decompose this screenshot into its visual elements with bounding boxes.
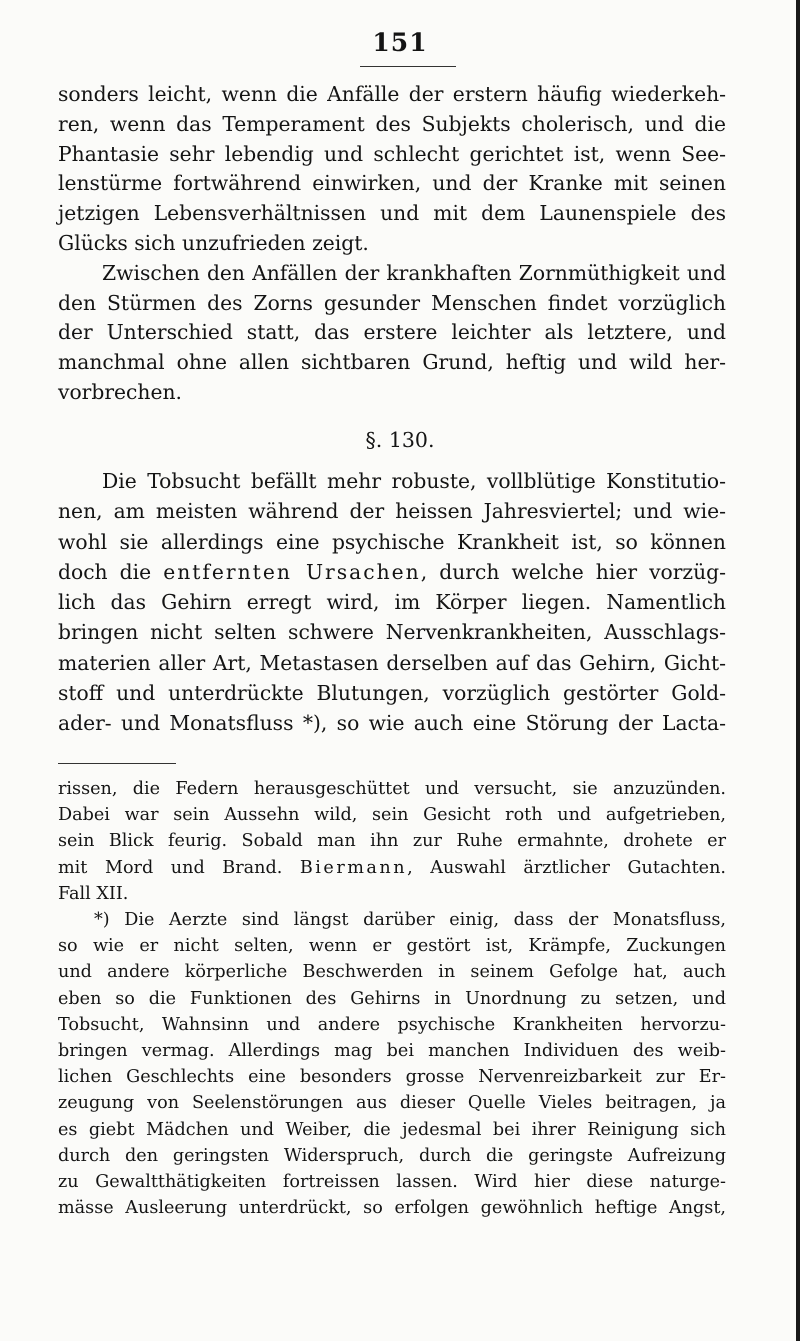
footnote-line: und andere körperliche Beschwerden in seinem Gefolge hat, auch: [58, 962, 726, 983]
text-line: ren, wenn das Temperament des Subjekts cholerisch, und die: [58, 111, 726, 136]
text-line: ader- und Monatsfluss *), so wie auch eine Störung der Lacta-: [58, 711, 726, 736]
text-run: mit Mord und Brand.: [58, 857, 300, 878]
footnote-line: sein Blick feurig. Sobald man ihn zur Ruhe ermahnte, drohete er: [58, 831, 726, 852]
footnote-rule: [58, 763, 176, 764]
text-line: materien aller Art, Metastasen derselben auf das Gehirn, Gicht-: [58, 650, 726, 675]
footnote-line: bringen vermag. Allerdings mag bei manchen Individuen des weib-: [58, 1041, 726, 1062]
footnote-line: zu Gewaltthätigkeiten fortreissen lassen. Wird hier diese naturge-: [58, 1172, 726, 1193]
footnote-start-line: *) Die Aerzte sind längst darüber einig, dass der Monatsfluss,: [94, 910, 726, 931]
text-line: jetzigen Lebensverhältnissen und mit dem Launenspiele des: [58, 201, 726, 226]
footnote-line: durch den geringsten Widerspruch, durch die geringste Aufreizung: [58, 1145, 726, 1166]
text-line: wohl sie allerdings eine psychische Krankheit ist, so können: [58, 529, 726, 554]
paragraph-start-line: Zwischen den Anfällen der krankhaften Zornmüthigkeit und: [102, 260, 726, 285]
text-line: stoff und unterdrückte Blutungen, vorzüglich gestörter Gold-: [58, 681, 726, 706]
footnote-line: zeugung von Seelenstörungen aus dieser Quelle Vieles beitragen, ja: [58, 1093, 726, 1114]
page-number: 151: [372, 28, 428, 57]
footnote-line: rissen, die Federn herausgeschüttet und versucht, sie anzuzünden.: [58, 779, 726, 799]
footnote-line: mässe Ausleerung unterdrückt, so erfolgen gewöhnlich heftige Angst,: [58, 1198, 726, 1219]
text-line: sonders leicht, wenn die Anfälle der erstern häufig wiederkeh-: [58, 82, 726, 106]
spaced-emphasis: entfernten Ursachen: [163, 559, 421, 584]
footnote-line: Dabei war sein Aussehn wild, sein Gesicht roth und aufgetrieben,: [58, 805, 726, 826]
text-run: , durch welche hier vorzüg-: [420, 559, 727, 584]
page-edge-shadow: [796, 0, 800, 1341]
text-line: den Stürmen des Zorns gesunder Menschen findet vorzüglich: [58, 290, 726, 315]
text-line: lenstürme fortwährend einwirken, und der Kranke mit seinen: [58, 171, 726, 196]
text-line-with-spaced-emphasis: [58, 557, 726, 587]
text-line: lich das Gehirn erregt wird, im Körper liegen. Namentlich: [58, 590, 726, 615]
footnote-line-with-spaced-emphasis: [58, 855, 726, 881]
footnote-line: Fall XII.: [58, 883, 129, 904]
text-run: , Auswahl ärztlicher Gutachten.: [407, 857, 726, 878]
paragraph-start-line: Die Tobsucht befällt mehr robuste, vollblütige Konstitutio-: [102, 469, 726, 493]
footnote-line: Tobsucht, Wahnsinn und andere psychische Krankheiten hervorzu-: [58, 1014, 726, 1035]
text-line: vorbrechen.: [58, 379, 182, 404]
main-text-block: [58, 80, 726, 408]
text-line: Glücks sich unzufrieden zeigt.: [58, 230, 369, 255]
footnote-line: es giebt Mädchen und Weiber, die jedesmal bei ihrer Reinigung sich: [58, 1119, 726, 1140]
text-line: der Unterschied statt, das erstere leichter als letztere, und: [58, 320, 726, 345]
text-run: doch die: [58, 559, 164, 584]
footnote-line: eben so die Funktionen des Gehirns in Unordnung zu setzen, und: [58, 988, 726, 1009]
footnote-line: lichen Geschlechts eine besonders grosse Nervenreizbarkeit zur Er-: [58, 1067, 726, 1088]
footnotes-block: [58, 776, 726, 1221]
spaced-emphasis: Biermann: [299, 857, 408, 878]
footnote-line: so wie er nicht selten, wenn er gestört ist, Krämpfe, Zuckungen: [58, 936, 726, 957]
section-text-block: [58, 466, 726, 739]
text-line: bringen nicht selten schwere Nervenkrankheiten, Ausschlags-: [58, 620, 726, 645]
section-heading: §. 130.: [365, 428, 435, 452]
text-line: nen, am meisten während der heissen Jahresviertel; und wie-: [58, 499, 726, 524]
header-rule: [360, 66, 456, 67]
text-line: Phantasie sehr lebendig und schlecht gerichtet ist, wenn See-: [58, 141, 726, 166]
text-line: manchmal ohne allen sichtbaren Grund, heftig und wild her-: [58, 350, 726, 375]
